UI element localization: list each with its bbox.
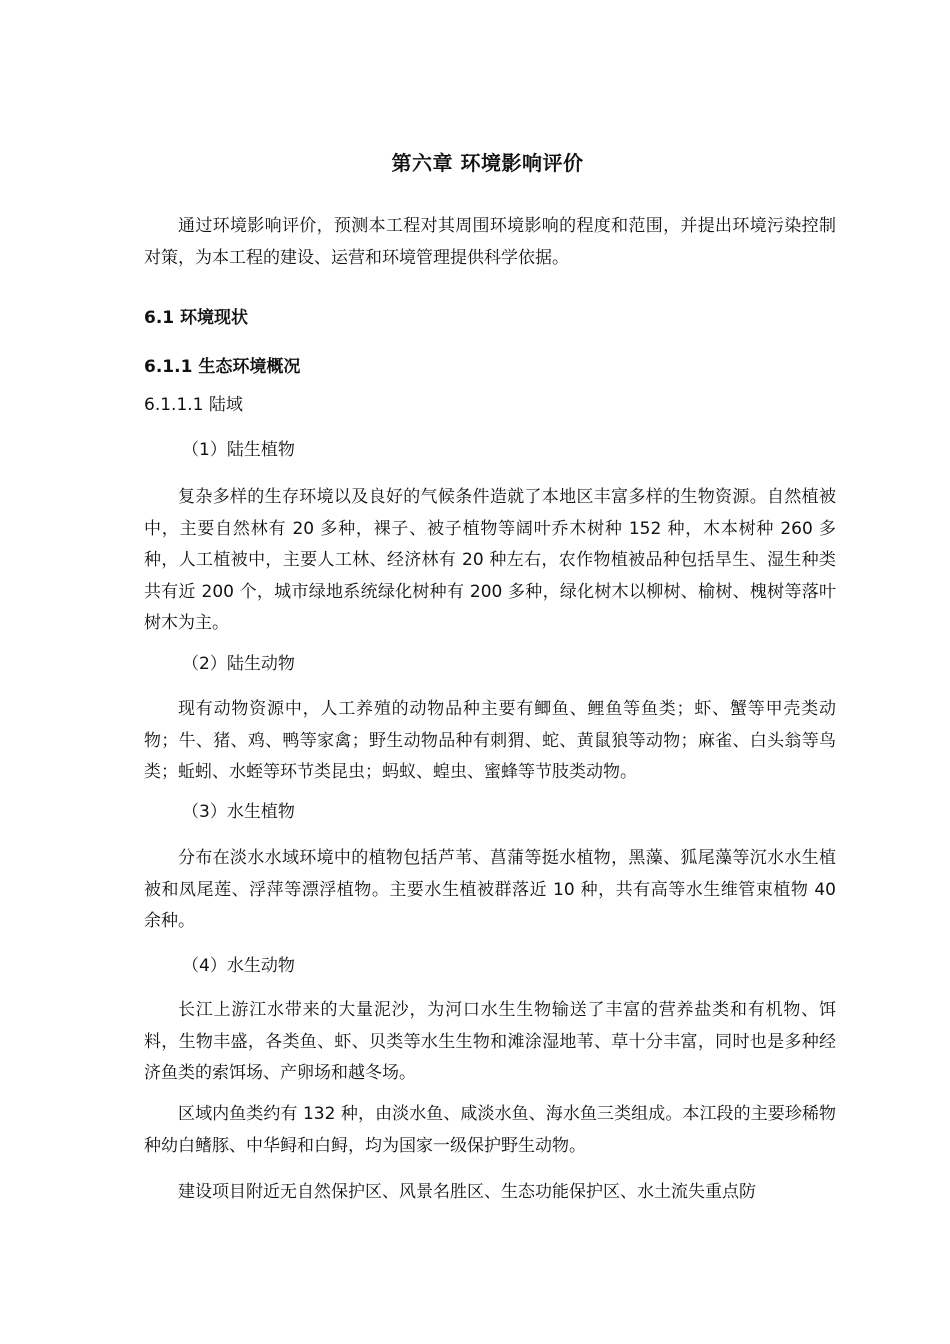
paragraph-terrestrial-animals: 现有动物资源中，人工养殖的动物品种主要有鲫鱼、鲤鱼等鱼类；虾、蟹等甲壳类动物；牛、猪、鸡、鸭等家禽；野生动物品种有刺猬、蛇、黄鼠狼等动物；麻雀、白头翁等鸟类；蚯蚓、水蛭等环节类昆虫；蚂蚁、蝗虫、蜜蜂等节肢类动物。	[144, 699, 836, 782]
paragraph-project-surroundings: 建设项目附近无自然保护区、风景名胜区、生态功能保护区、水土流失重点防	[178, 1182, 756, 1202]
section-heading-6-1-1: 6.1.1 生态环境概况	[144, 357, 301, 377]
item-heading-terrestrial-animals: （2）陆生动物	[182, 654, 295, 674]
item-heading-aquatic-plants: （3）水生植物	[182, 802, 295, 822]
item-heading-terrestrial-plants: （1）陆生植物	[182, 440, 295, 460]
intro-paragraph: 通过环境影响评价，预测本工程对其周围环境影响的程度和范围，并提出环境污染控制对策，为本工程的建设、运营和环境管理提供科学依据。	[144, 216, 836, 268]
section-heading-6-1-1-1: 6.1.1.1 陆域	[144, 395, 243, 415]
section-heading-6-1: 6.1 环境现状	[144, 308, 249, 328]
paragraph-aquatic-plants: 分布在淡水水域环境中的植物包括芦苇、菖蒲等挺水植物，黑藻、狐尾藻等沉水水生植被和凤尾莲、浮萍等漂浮植物。主要水生植被群落近 10 种，共有高等水生维管束植物 40 余种。	[144, 848, 836, 931]
paragraph-aquatic-animals-2: 区域内鱼类约有 132 种，由淡水鱼、咸淡水鱼、海水鱼三类组成。本江段的主要珍稀物种幼白鳍豚、中华鲟和白鲟，均为国家一级保护野生动物。	[144, 1104, 836, 1156]
paragraph-aquatic-animals-1: 长江上游江水带来的大量泥沙，为河口水生生物输送了丰富的营养盐类和有机物、饵料，生物丰盛，各类鱼、虾、贝类等水生生物和滩涂湿地苇、草十分丰富，同时也是多种经济鱼类的索饵场、产卵场和越冬场。	[144, 1000, 836, 1083]
item-heading-aquatic-animals: （4）水生动物	[182, 956, 295, 976]
chapter-title: 第六章 环境影响评价	[391, 151, 584, 175]
paragraph-terrestrial-plants: 复杂多样的生存环境以及良好的气候条件造就了本地区丰富多样的生物资源。自然植被中，主要自然林有 20 多种，裸子、被子植物等阔叶乔木树种 152 种，木本树种 260 多种，人工植被中，主要人工林、经济林有 20 种左右，农作物植被品种包括旱生、湿生种类共有近 200 个，城市绿地系统绿化树种有 200 多种，绿化树木以柳树、榆树、槐树等落叶树木为主。	[144, 487, 836, 633]
